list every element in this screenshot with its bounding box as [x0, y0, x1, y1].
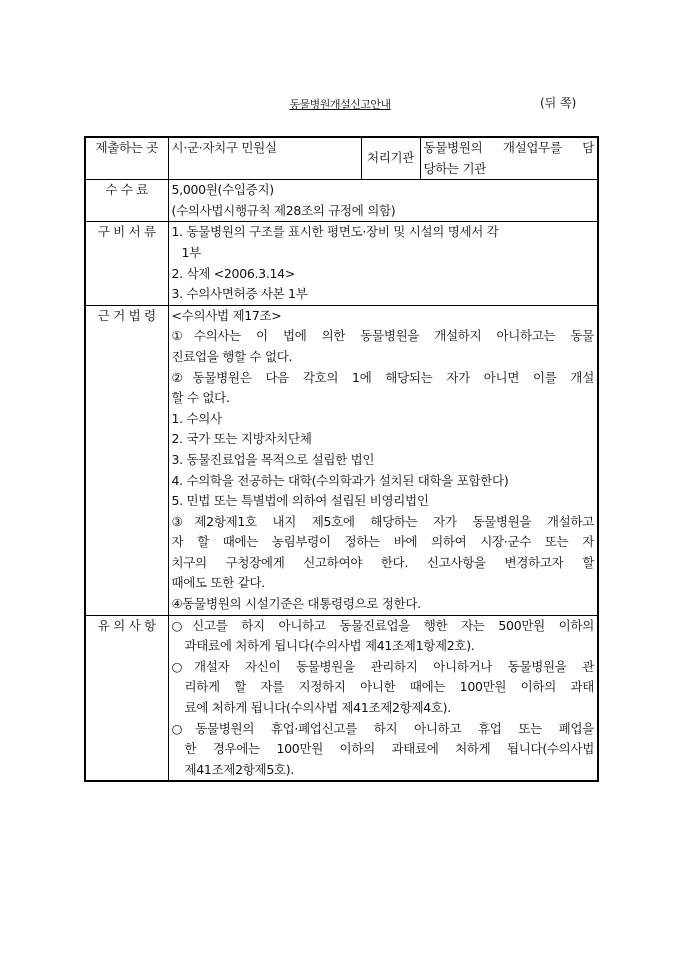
page-side-label: (뒤 쪽) — [540, 96, 577, 110]
law-line: ②동물병원은 다음 각호의 1에 해당되는 자가 아니면 이를 개설 — [171, 369, 594, 385]
submission-label: 제출하는 곳 — [85, 137, 168, 180]
notes-row — [85, 615, 598, 781]
fee-line-2: (수의사법시행규칙 제28조의 규정에 의함) — [171, 202, 396, 218]
agency-line-1: 동물병원의 개설업무를 담 — [423, 140, 594, 155]
note-2-line-2: 리하게 할 자를 지정하지 아니한 때에는 100만원 이하의 과태 — [184, 679, 594, 695]
agency-label: 처리기관 — [361, 137, 420, 180]
note-3-line-2: 한 경우에는 100만원 이하의 과태료에 처하게 됩니다(수의사법 — [184, 741, 594, 757]
law-row — [85, 305, 598, 615]
documents-label: 구 비 서 류 — [85, 222, 168, 305]
law-line: 1. 수의사 — [171, 410, 222, 426]
law-label: 근 거 법 령 — [85, 305, 168, 615]
note-1-line-2: 과태료에 처하게 됩니다(수의사법 제41조제1항제2호). — [184, 638, 475, 654]
law-line: 4. 수의학을 전공하는 대학(수의학과가 설치된 대학을 포함한다) — [171, 472, 509, 488]
note-3-line-1: ○동물병원의 휴업·폐업신고를 하지 아니하고 휴업 또는 폐업을 — [171, 720, 594, 736]
agency-value — [420, 137, 598, 180]
law-value — [168, 305, 598, 615]
law-line: 2. 국가 또는 지방자치단체 — [171, 431, 312, 447]
law-line: 할 수 없다. — [171, 390, 230, 406]
fee-value — [168, 180, 598, 222]
notes-label: 유 의 사 항 — [85, 615, 168, 781]
page-title: 동물병원개설신고안내 — [289, 98, 391, 111]
notes-value — [168, 615, 598, 781]
fee-row — [85, 180, 598, 222]
submission-row — [85, 137, 598, 180]
law-line: 3. 동물진료업을 목적으로 설립한 법인 — [171, 451, 375, 467]
document-item-2: 2. 삭제 <2006.3.14> — [171, 265, 295, 281]
info-table — [84, 136, 599, 782]
note-3-line-3: 제41조제2항제5호). — [184, 761, 295, 777]
document-item-1-cont: 1부 — [181, 244, 201, 260]
note-2-line-1: ○개설자 자신이 동물병원을 관리하지 아니하거나 동물병원을 관 — [171, 658, 594, 674]
fee-label: 수 수 료 — [85, 180, 168, 222]
law-line: 치구의 구청장에게 신고하여야 한다. 신고사항을 변경하고자 할 — [171, 554, 594, 570]
agency-line-2: 당하는 기관 — [423, 160, 487, 176]
law-line: 5. 민법 또는 특별법에 의하여 설립된 비영리법인 — [171, 493, 429, 509]
law-line: 자 할 때에는 농림부령이 정하는 바에 의하여 시장·군수 또는 자 — [171, 534, 594, 550]
law-line: ③제2항제1호 내지 제5호에 해당하는 자가 동물병원을 개설하고 — [171, 513, 594, 529]
law-line: ①수의사는 이 법에 의한 동물병원을 개설하지 아니하고는 동물 — [171, 328, 594, 344]
documents-value — [168, 222, 598, 305]
law-line: <수의사법 제17조> — [171, 307, 282, 323]
document-item-1: 1. 동물병원의 구조를 표시한 평면도·장비 및 시설의 명세서 각 — [171, 224, 499, 240]
note-2-line-3: 료에 처하게 됩니다(수의사법 제41조제2항제4호). — [184, 700, 451, 716]
law-line: 진료업을 행할 수 없다. — [171, 348, 293, 364]
law-line: ④동물병원의 시설기준은 대통령령으로 정한다. — [171, 596, 421, 612]
document-item-3: 3. 수의사면허증 사본 1부 — [171, 286, 308, 302]
submission-place: 시·군·자치구 민원실 — [168, 137, 361, 180]
fee-line-1: 5,000원(수입증지) — [171, 182, 274, 198]
note-1-line-1: ○신고를 하지 아니하고 동물진료업을 행한 자는 500만원 이하의 — [171, 617, 594, 633]
documents-row — [85, 222, 598, 305]
law-line: 때에도 또한 같다. — [171, 575, 265, 591]
